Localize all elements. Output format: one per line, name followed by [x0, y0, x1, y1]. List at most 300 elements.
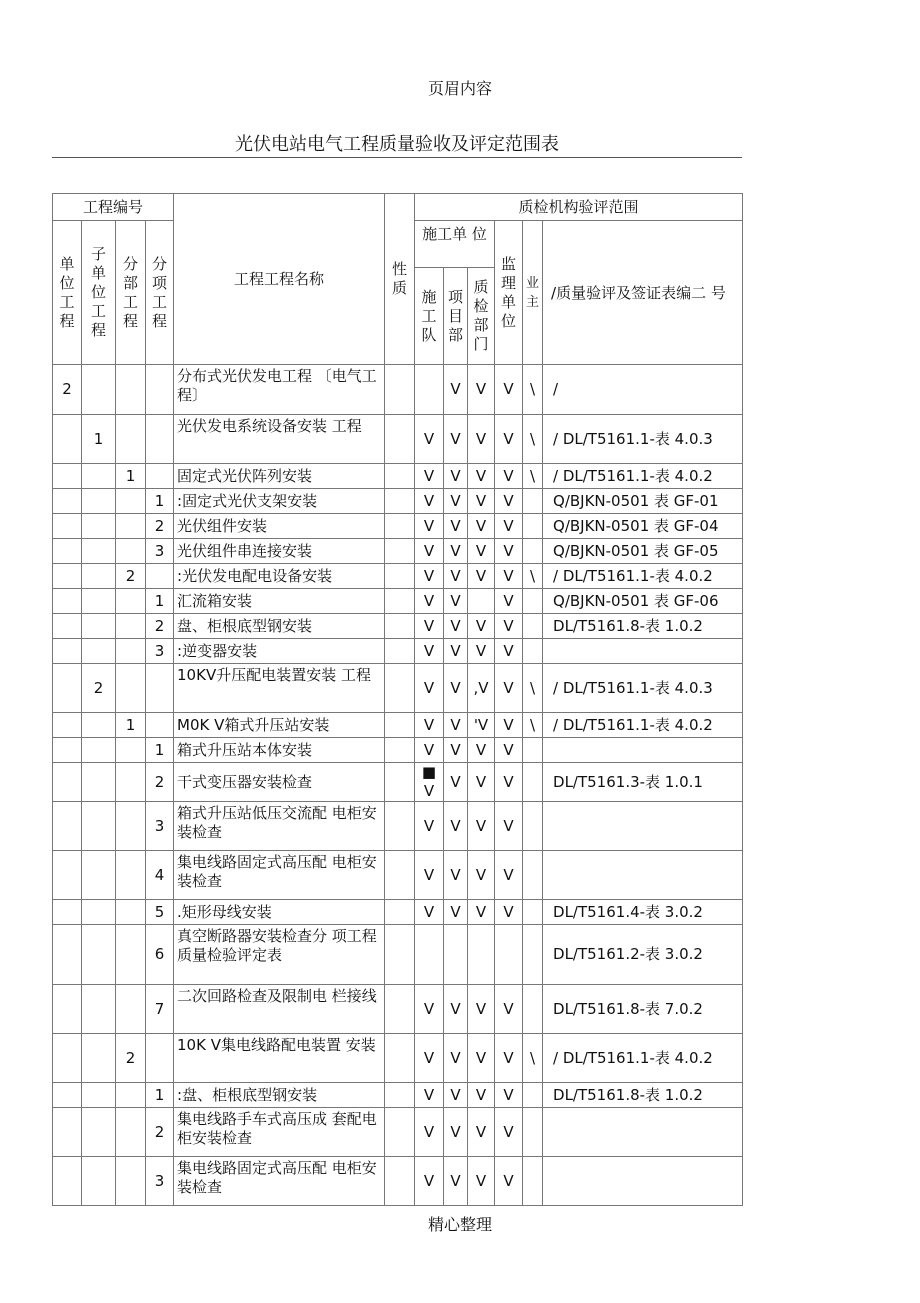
item-no: 1: [146, 489, 174, 514]
item-no: [146, 664, 174, 713]
qc-dept-check: V: [468, 539, 495, 564]
form-code: / DL/T5161.1-表 4.0.3: [543, 415, 743, 464]
qc-dept-check: V: [468, 985, 495, 1034]
item-no: 5: [146, 900, 174, 925]
sub-unit-no: [82, 900, 116, 925]
qc-dept-check: V: [468, 365, 495, 415]
form-code: DL/T5161.3-表 1.0.1: [543, 763, 743, 802]
qc-dept-check: V: [468, 639, 495, 664]
supervision-check: V: [495, 763, 523, 802]
supervision-check: V: [495, 1034, 523, 1083]
qc-dept-check: V: [468, 415, 495, 464]
item-no: [146, 713, 174, 738]
sub-unit-no: 1: [82, 415, 116, 464]
nature: [385, 925, 415, 985]
table-row: [53, 851, 743, 900]
owner-check: [523, 639, 543, 664]
project-name: :逆变器安装: [174, 639, 385, 664]
project-dept-check: V: [444, 639, 468, 664]
division-no: [116, 589, 146, 614]
table-row: [53, 763, 743, 802]
header-nature: 性质: [385, 194, 415, 365]
table-row: [53, 464, 743, 489]
form-code: / DL/T5161.1-表 4.0.2: [543, 713, 743, 738]
project-name: 分布式光伏发电工程 〔电气工程〕: [174, 365, 385, 415]
unit-no: [53, 713, 82, 738]
team-check: V: [415, 614, 444, 639]
table-row: [53, 589, 743, 614]
nature: [385, 539, 415, 564]
division-no: [116, 1083, 146, 1108]
team-check: V: [415, 851, 444, 900]
form-code: DL/T5161.8-表 1.0.2: [543, 614, 743, 639]
qc-dept-check: [468, 589, 495, 614]
item-no: 3: [146, 1157, 174, 1206]
qc-dept-check: V: [468, 514, 495, 539]
division-no: 2: [116, 564, 146, 589]
division-no: [116, 539, 146, 564]
division-no: [116, 985, 146, 1034]
table-row: [53, 365, 743, 415]
header-construction-unit: 施工单 位: [415, 221, 495, 268]
project-name: 箱式升压站低压交流配 电柜安装检查: [174, 802, 385, 851]
team-check: V: [415, 589, 444, 614]
sub-unit-no: [82, 1083, 116, 1108]
nature: [385, 1034, 415, 1083]
team-check: V: [415, 738, 444, 763]
division-no: [116, 851, 146, 900]
header-qc-scope: 质检机构验评范围: [415, 194, 743, 221]
project-dept-check: V: [444, 415, 468, 464]
table-row: [53, 1034, 743, 1083]
owner-check: [523, 802, 543, 851]
project-dept-check: V: [444, 713, 468, 738]
sub-unit-no: [82, 985, 116, 1034]
qc-dept-check: V: [468, 614, 495, 639]
sub-unit-no: [82, 589, 116, 614]
item-no: 3: [146, 802, 174, 851]
division-no: [116, 514, 146, 539]
division-no: [116, 738, 146, 763]
sub-unit-no: [82, 564, 116, 589]
team-check: V: [415, 900, 444, 925]
supervision-check: V: [495, 900, 523, 925]
qc-dept-check: V: [468, 489, 495, 514]
project-name: 干式变压器安装检查: [174, 763, 385, 802]
project-dept-check: V: [444, 1157, 468, 1206]
project-name: 光伏组件安装: [174, 514, 385, 539]
team-check: V: [415, 564, 444, 589]
owner-check: \: [523, 564, 543, 589]
item-no: 3: [146, 639, 174, 664]
nature: [385, 738, 415, 763]
form-code: [543, 639, 743, 664]
nature: [385, 564, 415, 589]
project-dept-check: V: [444, 365, 468, 415]
project-dept-check: V: [444, 539, 468, 564]
form-code: / DL/T5161.1-表 4.0.2: [543, 564, 743, 589]
supervision-check: V: [495, 985, 523, 1034]
header-sub-unit: 子单位工程: [82, 221, 116, 365]
project-dept-check: V: [444, 614, 468, 639]
form-code: DL/T5161.2-表 3.0.2: [543, 925, 743, 985]
sub-unit-no: [82, 514, 116, 539]
project-name: 10K V集电线路配电装置 安装: [174, 1034, 385, 1083]
sub-unit-no: [82, 1108, 116, 1157]
form-code: DL/T5161.4-表 3.0.2: [543, 900, 743, 925]
supervision-check: V: [495, 1108, 523, 1157]
unit-no: [53, 415, 82, 464]
item-no: [146, 464, 174, 489]
table-row: [53, 985, 743, 1034]
supervision-check: V: [495, 614, 523, 639]
project-name: :光伏发电配电设备安装: [174, 564, 385, 589]
sub-unit-no: [82, 851, 116, 900]
unit-no: [53, 514, 82, 539]
sub-unit-no: [82, 802, 116, 851]
project-name: 光伏发电系统设备安装 工程: [174, 415, 385, 464]
project-dept-check: V: [444, 1034, 468, 1083]
unit-no: [53, 589, 82, 614]
owner-check: [523, 738, 543, 763]
form-code: [543, 1108, 743, 1157]
unit-no: [53, 802, 82, 851]
unit-no: [53, 639, 82, 664]
division-no: [116, 415, 146, 464]
unit-no: [53, 489, 82, 514]
qc-dept-check: V: [468, 1083, 495, 1108]
project-name: 真空断路器安装检查分 项工程质量检验评定表: [174, 925, 385, 985]
project-name: 箱式升压站本体安装: [174, 738, 385, 763]
sub-unit-no: [82, 464, 116, 489]
project-name: 盘、柜根底型钢安装: [174, 614, 385, 639]
header-row-1: [53, 194, 743, 221]
header-unit: 单位工程: [53, 221, 82, 365]
qc-dept-check: V: [468, 900, 495, 925]
owner-check: [523, 763, 543, 802]
supervision-check: V: [495, 539, 523, 564]
item-no: [146, 365, 174, 415]
header-team: 施工队: [415, 268, 444, 365]
page-footer: 精心整理: [427, 1215, 492, 1234]
project-dept-check: V: [444, 589, 468, 614]
acceptance-scope-table: [52, 193, 743, 1206]
project-name: 集电线路固定式高压配 电柜安装检查: [174, 851, 385, 900]
qc-dept-check: V: [468, 1157, 495, 1206]
division-no: 1: [116, 713, 146, 738]
supervision-check: V: [495, 1083, 523, 1108]
unit-no: [53, 464, 82, 489]
table-row: [53, 1083, 743, 1108]
nature: [385, 1157, 415, 1206]
header-qc-dept: 质检部门: [468, 268, 495, 365]
table-row: [53, 514, 743, 539]
project-name: 汇流箱安装: [174, 589, 385, 614]
team-check: V: [415, 1157, 444, 1206]
division-no: 1: [116, 464, 146, 489]
sub-unit-no: [82, 365, 116, 415]
unit-no: [53, 539, 82, 564]
form-code: Q/BJKN-0501 表 GF-04: [543, 514, 743, 539]
sub-unit-no: [82, 489, 116, 514]
form-code: [543, 738, 743, 763]
qc-dept-check: V: [468, 851, 495, 900]
nature: [385, 985, 415, 1034]
team-check: V: [415, 985, 444, 1034]
project-name: 光伏组件串连接安装: [174, 539, 385, 564]
owner-check: [523, 900, 543, 925]
nature: [385, 589, 415, 614]
nature: [385, 664, 415, 713]
owner-check: [523, 851, 543, 900]
sub-unit-no: [82, 539, 116, 564]
qc-dept-check: V: [468, 802, 495, 851]
table-row: [53, 564, 743, 589]
team-check: V: [415, 415, 444, 464]
qc-dept-check: [468, 925, 495, 985]
supervision-check: V: [495, 1157, 523, 1206]
owner-check: [523, 614, 543, 639]
table-row: [53, 925, 743, 985]
unit-no: [53, 1108, 82, 1157]
qc-dept-check: V: [468, 564, 495, 589]
project-dept-check: V: [444, 464, 468, 489]
division-no: [116, 365, 146, 415]
sub-unit-no: [82, 925, 116, 985]
unit-no: [53, 851, 82, 900]
supervision-check: V: [495, 851, 523, 900]
form-code: [543, 851, 743, 900]
owner-check: [523, 925, 543, 985]
supervision-check: V: [495, 664, 523, 713]
table-row: [53, 489, 743, 514]
nature: [385, 1083, 415, 1108]
project-name: M0K V箱式升压站安装: [174, 713, 385, 738]
supervision-check: [495, 925, 523, 985]
nature: [385, 763, 415, 802]
owner-check: \: [523, 365, 543, 415]
item-no: 2: [146, 614, 174, 639]
header-form-no: /质量验评及签证表编二 号: [543, 221, 743, 365]
division-no: [116, 614, 146, 639]
nature: [385, 415, 415, 464]
owner-check: \: [523, 664, 543, 713]
division-no: [116, 1108, 146, 1157]
header-item: 分项工程: [146, 221, 174, 365]
qc-dept-check: V: [468, 763, 495, 802]
unit-no: [53, 564, 82, 589]
supervision-check: V: [495, 415, 523, 464]
owner-check: [523, 1157, 543, 1206]
sub-unit-no: 2: [82, 664, 116, 713]
division-no: [116, 802, 146, 851]
header-project-dept: 项目部: [444, 268, 468, 365]
item-no: 1: [146, 1083, 174, 1108]
team-check: [415, 365, 444, 415]
team-check: V: [415, 489, 444, 514]
unit-no: 2: [53, 365, 82, 415]
nature: [385, 365, 415, 415]
supervision-check: V: [495, 738, 523, 763]
qc-dept-check: 'V: [468, 713, 495, 738]
unit-no: [53, 985, 82, 1034]
sub-unit-no: [82, 639, 116, 664]
unit-no: [53, 763, 82, 802]
title-divider: [52, 157, 742, 158]
table-row: [53, 614, 743, 639]
form-code: /: [543, 365, 743, 415]
division-no: [116, 639, 146, 664]
team-check: V: [415, 1108, 444, 1157]
project-name: 固定式光伏阵列安装: [174, 464, 385, 489]
header-name: 工程工程名称: [174, 194, 385, 365]
sub-unit-no: [82, 1034, 116, 1083]
supervision-check: V: [495, 564, 523, 589]
item-no: 7: [146, 985, 174, 1034]
item-no: 1: [146, 738, 174, 763]
table-row: [53, 738, 743, 763]
item-no: 2: [146, 763, 174, 802]
unit-no: [53, 1083, 82, 1108]
team-check: V: [415, 514, 444, 539]
project-dept-check: V: [444, 985, 468, 1034]
header-division: 分部工程: [116, 221, 146, 365]
qc-dept-check: V: [468, 464, 495, 489]
project-name: :盘、柜根底型钢安装: [174, 1083, 385, 1108]
team-check: V: [415, 1034, 444, 1083]
supervision-check: V: [495, 713, 523, 738]
division-no: [116, 900, 146, 925]
form-code: / DL/T5161.1-表 4.0.3: [543, 664, 743, 713]
project-name: 集电线路固定式高压配 电柜安装检查: [174, 1157, 385, 1206]
team-check: [415, 925, 444, 985]
unit-no: [53, 664, 82, 713]
team-check: V: [415, 464, 444, 489]
table-row: [53, 713, 743, 738]
form-code: / DL/T5161.1-表 4.0.2: [543, 1034, 743, 1083]
supervision-check: V: [495, 365, 523, 415]
nature: [385, 464, 415, 489]
table-row: [53, 1108, 743, 1157]
team-check: V: [415, 713, 444, 738]
qc-dept-check: V: [468, 738, 495, 763]
division-no: 2: [116, 1034, 146, 1083]
item-no: 3: [146, 539, 174, 564]
nature: [385, 614, 415, 639]
project-dept-check: V: [444, 763, 468, 802]
form-code: / DL/T5161.1-表 4.0.2: [543, 464, 743, 489]
item-no: 2: [146, 1108, 174, 1157]
unit-no: [53, 1034, 82, 1083]
item-no: 1: [146, 589, 174, 614]
qc-dept-check: ,V: [468, 664, 495, 713]
item-no: [146, 415, 174, 464]
supervision-check: V: [495, 802, 523, 851]
project-dept-check: V: [444, 489, 468, 514]
sub-unit-no: [82, 1157, 116, 1206]
unit-no: [53, 925, 82, 985]
project-dept-check: [444, 925, 468, 985]
form-code: Q/BJKN-0501 表 GF-05: [543, 539, 743, 564]
project-name: 集电线路手车式高压成 套配电柜安装检查: [174, 1108, 385, 1157]
project-name: .矩形母线安装: [174, 900, 385, 925]
division-no: [116, 925, 146, 985]
supervision-check: V: [495, 489, 523, 514]
project-dept-check: V: [444, 564, 468, 589]
sub-unit-no: [82, 713, 116, 738]
nature: [385, 713, 415, 738]
table-row: [53, 900, 743, 925]
owner-check: \: [523, 415, 543, 464]
owner-check: [523, 514, 543, 539]
project-name: 10KV升压配电装置安装 工程: [174, 664, 385, 713]
project-name: 二次回路检查及限制电 栏接线: [174, 985, 385, 1034]
table-row: [53, 415, 743, 464]
header-owner: 业主: [523, 221, 543, 365]
owner-check: \: [523, 1034, 543, 1083]
division-no: [116, 489, 146, 514]
form-code: Q/BJKN-0501 表 GF-01: [543, 489, 743, 514]
form-code: [543, 1157, 743, 1206]
project-dept-check: V: [444, 802, 468, 851]
nature: [385, 639, 415, 664]
team-check: V: [415, 539, 444, 564]
unit-no: [53, 900, 82, 925]
owner-check: [523, 489, 543, 514]
nature: [385, 802, 415, 851]
project-dept-check: V: [444, 514, 468, 539]
item-no: 6: [146, 925, 174, 985]
owner-check: \: [523, 464, 543, 489]
project-dept-check: V: [444, 900, 468, 925]
table-row: [53, 639, 743, 664]
table-row: [53, 1157, 743, 1206]
qc-dept-check: V: [468, 1108, 495, 1157]
division-no: [116, 664, 146, 713]
item-no: 2: [146, 514, 174, 539]
owner-check: \: [523, 713, 543, 738]
supervision-check: V: [495, 639, 523, 664]
form-code: DL/T5161.8-表 1.0.2: [543, 1083, 743, 1108]
item-no: [146, 564, 174, 589]
project-name: :固定式光伏支架安装: [174, 489, 385, 514]
item-no: 4: [146, 851, 174, 900]
team-check: V: [415, 802, 444, 851]
supervision-check: V: [495, 464, 523, 489]
form-code: DL/T5161.8-表 7.0.2: [543, 985, 743, 1034]
page-header: 页眉内容: [427, 79, 492, 98]
sub-unit-no: [82, 738, 116, 763]
table-row: [53, 664, 743, 713]
nature: [385, 851, 415, 900]
division-no: [116, 763, 146, 802]
owner-check: [523, 1083, 543, 1108]
unit-no: [53, 738, 82, 763]
qc-dept-check: V: [468, 1034, 495, 1083]
project-dept-check: V: [444, 1108, 468, 1157]
sub-unit-no: [82, 614, 116, 639]
project-dept-check: V: [444, 738, 468, 763]
form-code: Q/BJKN-0501 表 GF-06: [543, 589, 743, 614]
owner-check: [523, 589, 543, 614]
nature: [385, 1108, 415, 1157]
project-dept-check: V: [444, 851, 468, 900]
page-title: 光伏电站电气工程质量验收及评定范围表: [235, 134, 559, 155]
owner-check: [523, 1108, 543, 1157]
header-project-code: 工程编号: [53, 194, 174, 221]
supervision-check: V: [495, 589, 523, 614]
supervision-check: V: [495, 514, 523, 539]
